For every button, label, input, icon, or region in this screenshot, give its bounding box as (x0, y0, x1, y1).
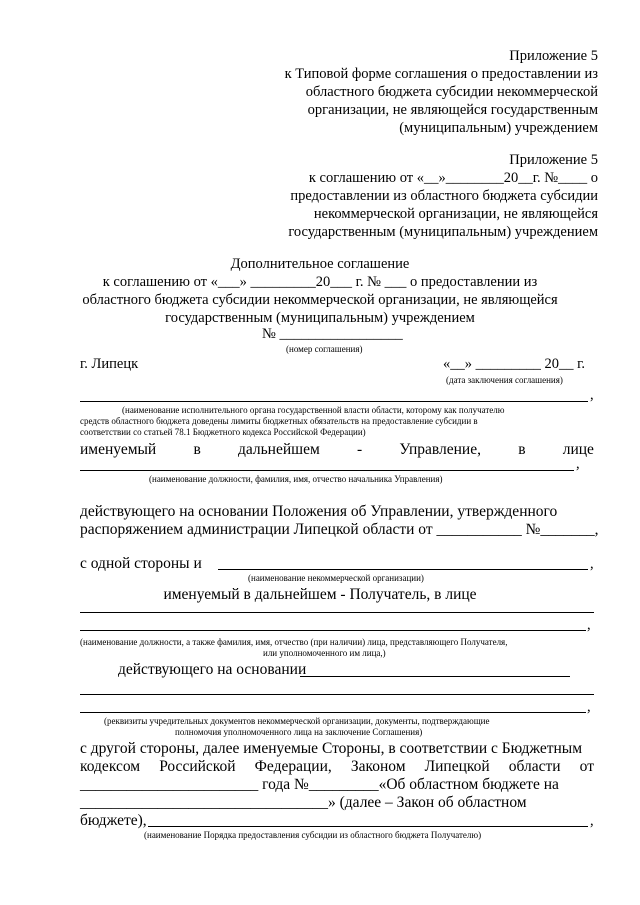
appendix-line: (муниципальным) учреждением (399, 120, 598, 136)
agreement-date-caption: (дата заключения соглашения) (446, 375, 563, 385)
appendix-line: областного бюджета субсидии некоммерческой (305, 84, 598, 100)
comma: , (590, 556, 594, 572)
acting-basis-line: действующего на основании Положения об Управлении, утвержденного (80, 503, 558, 520)
order-name-line (148, 826, 588, 827)
word: от (579, 758, 594, 775)
agreement-number: № _________________ (262, 326, 403, 342)
representative-caption: или уполномоченного им лица,) (263, 648, 386, 658)
word: Липецкой (424, 758, 490, 775)
title-line: государственным (муниципальным) учреждением (165, 310, 475, 326)
executive-organ-caption: средств областного бюджета доведены лимиты бюджетных обязательств на предоставление субсидии в (80, 416, 478, 426)
comma: , (590, 813, 594, 829)
one-side-label: с одной стороны и (80, 555, 202, 572)
organization-name-caption: (наименование некоммерческой организации) (248, 573, 424, 583)
acting-basis-line: распоряжением администрации Липецкой области от ___________ №_______, (80, 521, 599, 538)
comma: , (576, 456, 580, 472)
representative-line (80, 612, 594, 613)
budget-label: бюджете), (80, 812, 147, 829)
recipient-named-label: именуемый в дальнейшем - Получатель, в лице (163, 586, 477, 603)
organization-name-line (218, 569, 588, 570)
appendix-line: к соглашению от «__»________20__г. №____ о (308, 170, 598, 186)
word: кодексом (80, 758, 141, 775)
word: области (508, 758, 561, 775)
comma: , (587, 699, 591, 715)
other-side-line (80, 758, 594, 776)
comma: , (587, 617, 591, 633)
appendix-line: предоставлении из областного бюджета субсидии (290, 188, 598, 204)
word: в (193, 441, 201, 458)
executive-organ-caption: соответствии со статьей 78.1 Бюджетного кодекса Российской Федерации) (80, 427, 366, 437)
other-side-line: с другой стороны, далее именуемые Стороны, в соответствии с Бюджетным (80, 740, 583, 757)
executive-organ-caption: (наименование исполнительного органа государственной власти области, которому как получателю (122, 405, 505, 415)
word: Федерации, (254, 758, 332, 775)
word: именуемый (80, 441, 157, 458)
title-line: к соглашению от «___» _________20___ г. № ___ о предоставлении из (102, 274, 538, 290)
named-department-line (80, 441, 594, 459)
word: дальнейшем (237, 441, 320, 458)
word: - (356, 441, 363, 458)
appendix-line: Приложение 5 (509, 152, 598, 168)
appendix-line: некоммерческой организации, не являющейся (313, 206, 598, 222)
appendix-header (285, 47, 598, 137)
word: Российской (159, 758, 236, 775)
representative-caption: (наименование должности, а также фамилия, имя, отчество (при наличии) лица, представляющего Получателя, (80, 637, 508, 647)
basis-line (300, 676, 570, 677)
word: лице (562, 441, 594, 458)
basis-line (80, 694, 594, 695)
agreement-date: «__» _________ 20__ г. (443, 356, 586, 372)
documents-caption: полномочия уполномоченного лица на заключение Соглашения) (175, 727, 423, 737)
representative-line (80, 630, 586, 631)
executive-organ-line (80, 401, 588, 402)
agreement-number-caption: (номер соглашения) (286, 344, 363, 354)
appendix-line: Приложение 5 (509, 48, 598, 64)
document-title: Дополнительное соглашение (230, 256, 410, 272)
city-label: г. Липецк (80, 356, 139, 372)
documents-caption: (реквизиты учредительных документов некоммерческой организации, документы, подтверждающие (104, 716, 490, 726)
appendix-line: к Типовой форме соглашения о предоставлении из (284, 66, 598, 82)
comma: , (590, 387, 594, 403)
acting-basis-label: действующего на основании (118, 661, 307, 678)
agreement-appendix-header (288, 151, 598, 241)
other-side-line: _______________________ года №_________«Об областном бюджете на (80, 776, 559, 793)
appendix-line: государственным (муниципальным) учреждением (288, 224, 598, 240)
head-name-line (80, 470, 574, 471)
appendix-line: организации, не являющейся государственным (307, 102, 598, 118)
basis-line (80, 712, 586, 713)
word: в (518, 441, 526, 458)
order-name-caption: (наименование Порядка предоставления субсидии из областного бюджета Получателю) (144, 830, 482, 840)
other-side-line: ________________________________» (далее – Закон об областном (80, 794, 527, 811)
word: Законом (350, 758, 406, 775)
head-name-caption: (наименование должности, фамилия, имя, отчество начальника Управления) (149, 474, 443, 484)
word: Управление, (399, 441, 481, 458)
title-line: областного бюджета субсидии некоммерческой организации, не являющейся (82, 292, 558, 308)
